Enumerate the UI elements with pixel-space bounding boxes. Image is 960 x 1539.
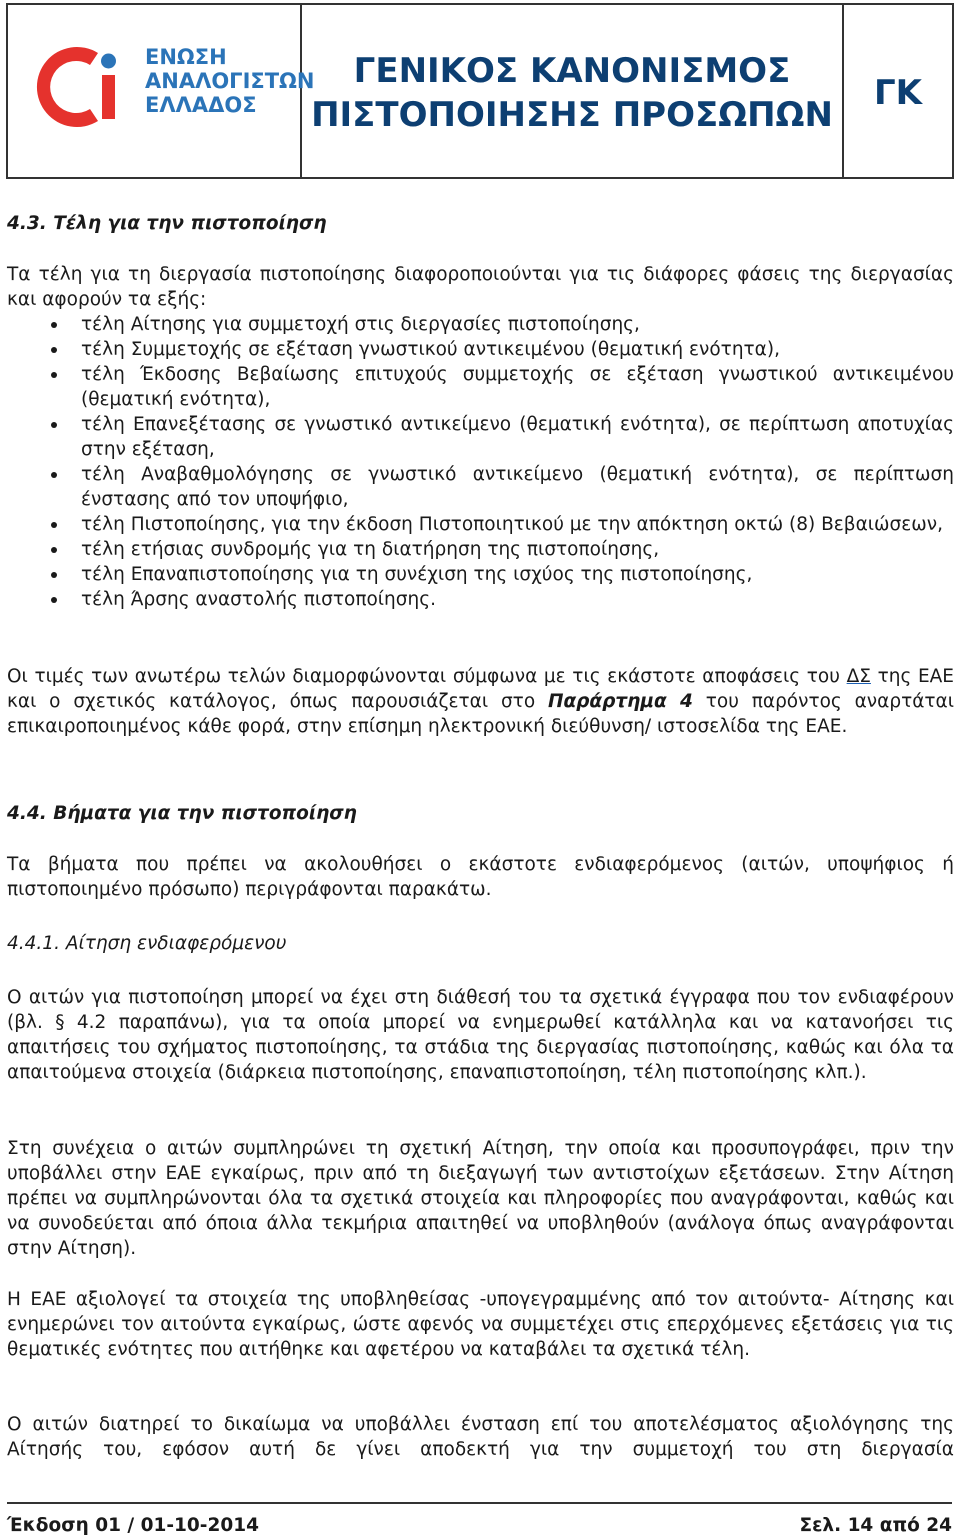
- paragraph: [7, 664, 954, 739]
- annex-reference: Παράρτημα 4: [547, 691, 693, 712]
- document-code: ΓΚ: [873, 73, 922, 113]
- paragraph: Τα βήματα που πρέπει να ακολουθήσει ο εκάστοτε ενδιαφερόμενος (αιτών, υποψήφιος ή πιστοποιημένο πρόσωπο) περιγράφονται παρακάτω.: [7, 854, 954, 900]
- list-item: τέλη Άρσης αναστολής πιστοποίησης.: [7, 587, 954, 612]
- text-span: της ΕΑΕ και ο σχετικός κατάλογος, όπως παρουσιάζεται στο: [7, 666, 954, 712]
- paragraph: Ο αιτών για πιστοποίηση μπορεί να έχει στη διάθεσή του τα σχετικά έγγραφα που τον ενδιαφέρουν (βλ. § 4.2 παραπάνω), για τα οποία μπορεί να ενημερωθεί κατάλληλα και να κατανοήσει τις απαιτήσεις του σχήματος πιστοποίησης, τα στάδια της διεργασίας πιστοποίησης, καθώς και όλα τα απαιτούμενα στοιχεία (διάρκεια πιστοποίησης, επαναπιστοποίηση, τέλη πιστοποίησης κλπ.).: [7, 987, 954, 1083]
- list-item: τέλη Πιστοποίησης, για την έκδοση Πιστοποιητικού με την απόκτηση οκτώ (8) Βεβαιώσεων,: [7, 512, 954, 537]
- list-item: τέλη Επανεξέτασης σε γνωστικό αντικείμενο (θεματική ενότητα), σε περίπτωση αποτυχίας στην εξέταση,: [7, 412, 954, 462]
- paragraph: Τα τέλη για τη διεργασία πιστοποίησης διαφοροποιούνται για τις διάφορες φάσεις της διεργασίας και αφορούν τα εξής:: [7, 264, 954, 310]
- title-cell: [302, 5, 844, 177]
- list-item: τέλη Συμμετοχής σε εξέταση γνωστικού αντικειμένου (θεματική ενότητα),: [7, 337, 954, 362]
- subsection-heading: 4.4.1. Αίτηση ενδιαφερόμενου: [7, 933, 287, 954]
- logo-cell: [8, 5, 315, 177]
- paragraph: Ο αιτών διατηρεί το δικαίωμα να υποβάλλει ένσταση επί του αποτελέσματος αξιολόγησης της Αίτησής του, εφόσον αυτή δε γίνει αποδεκτή για την συμμετοχή του στη διεργασία: [7, 1414, 954, 1460]
- code-cell: [844, 5, 952, 177]
- page-number: Σελ. 14 από 24: [799, 1515, 952, 1536]
- text-span: Οι τιμές των ανωτέρω τελών διαμορφώνονται σύμφωνα με τις εκάστοτε αποφάσεις του: [7, 666, 847, 687]
- footer-rule: [7, 1502, 952, 1504]
- document-title: [311, 49, 833, 137]
- list-item: τέλη ετήσιας συνδρομής για τη διατήρηση της πιστοποίησης,: [7, 537, 954, 562]
- edition-label: Έκδοση 01 / 01-10-2014: [7, 1515, 259, 1536]
- section-heading: 4.4. Βήματα για την πιστοποίηση: [7, 803, 357, 824]
- document-header: [6, 3, 954, 179]
- paragraph: Η ΕΑΕ αξιολογεί τα στοιχεία της υποβληθείσας -υπογεγραμμένης από τον αιτούντα- Αίτησης και ενημερώνει τον αιτούντα εγκαίρως, ώστε αφενός να συμμετέχει στις επερχόμενες εξετάσεις για τις θεματικές ενότητες που αιτήθηκε και αφετέρου να καταβάλει τα σχετικά τέλη.: [7, 1289, 954, 1360]
- list-item: τέλη Αίτησης για συμμετοχή στις διεργασίες πιστοποίησης,: [7, 312, 954, 337]
- section-heading: 4.3. Τέλη για την πιστοποίηση: [7, 213, 327, 234]
- fees-list: [7, 312, 954, 612]
- logo-line: ΕΝΩΣΗ: [145, 45, 227, 69]
- text-span: του παρόντος αναρτάται επικαιροποιημένος κάθε φορά, στην επίσημη ηλεκτρονική διεύθυνση/ ιστοσελίδα της ΕΑΕ.: [7, 691, 954, 737]
- logo-line: ΕΛΛΑΔΟΣ: [145, 93, 257, 117]
- paragraph: Στη συνέχεια ο αιτών συμπληρώνει τη σχετική Αίτηση, την οποία και προσυπογράφει, πριν την υποβάλλει στην ΕΑΕ εγκαίρως, πριν από τη διεξαγωγή των αντιστοίχων εξετάσεων. Στην Αίτηση πρέπει να συμπληρώνονται όλα τα σχετικά στοιχεία και πληροφορίες που αναγράφονται, καθώς και να συνοδεύεται από όποια άλλα τεκμήρια απαιτηθεί να υποβληθούν (ανάλογα όπως αναγράφονται στην Αίτηση).: [7, 1138, 954, 1259]
- list-item: τέλη Έκδοσης Βεβαίωσης επιτυχούς συμμετοχής σε εξέταση γνωστικού αντικειμένου (θεματική ενότητα),: [7, 362, 954, 412]
- logo-text: [145, 45, 314, 117]
- list-item: τέλη Αναβαθμολόγησης σε γνωστικό αντικείμενο (θεματική ενότητα), σε περίπτωση ένστασης από τον υποψήφιο,: [7, 462, 954, 512]
- title-line: ΠΙΣΤΟΠΟΙΗΣΗΣ ΠΡΟΣΩΠΩΝ: [311, 95, 833, 135]
- title-line: ΓΕΝΙΚΟΣ ΚΑΝΟΝΙΣΜΟΣ: [353, 51, 791, 91]
- logo-line: ΑΝΑΛΟΓΙΣΤΩΝ: [145, 69, 315, 93]
- board-abbrev: ΔΣ: [846, 666, 871, 687]
- actuaries-logo-icon: [28, 31, 140, 143]
- list-item: τέλη Επαναπιστοποίησης για τη συνέχιση της ισχύος της πιστοποίησης,: [7, 562, 954, 587]
